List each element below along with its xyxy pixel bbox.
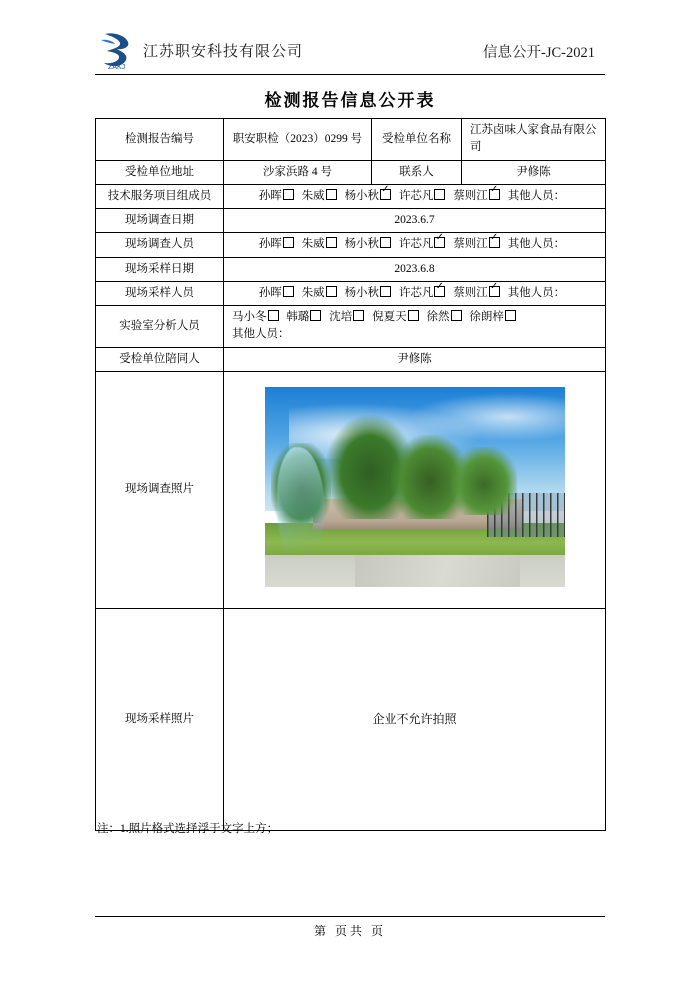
others-label: 其他人员： bbox=[507, 286, 566, 299]
checkbox-checked[interactable] bbox=[434, 286, 445, 297]
checkbox[interactable] bbox=[408, 310, 419, 321]
survey-photo-image bbox=[265, 387, 565, 587]
accompany-value: 尹修陈 bbox=[224, 347, 606, 371]
person-item: 杨小秋 bbox=[345, 287, 392, 299]
checkbox-checked[interactable] bbox=[489, 189, 500, 200]
sampling-staff-list bbox=[259, 287, 570, 299]
lab-staff-label: 实验室分析人员 bbox=[96, 306, 224, 348]
table-row bbox=[96, 257, 606, 281]
person-item: 沈培 bbox=[329, 311, 364, 323]
checkbox[interactable] bbox=[326, 237, 337, 248]
company-name: 江苏职安科技有限公司 bbox=[143, 44, 304, 60]
accompany-label: 受检单位陪同人 bbox=[96, 347, 224, 371]
checkbox[interactable] bbox=[326, 189, 337, 200]
sampling-photo-label: 现场采样照片 bbox=[96, 608, 224, 830]
survey-staff-label: 现场调查人员 bbox=[96, 233, 224, 257]
client-name-label: 受检单位名称 bbox=[372, 119, 462, 161]
person-item: 朱威 bbox=[302, 190, 337, 202]
checkbox[interactable] bbox=[283, 237, 294, 248]
table-row bbox=[96, 119, 606, 161]
table-row bbox=[96, 347, 606, 371]
survey-staff-cell bbox=[224, 233, 606, 257]
document-code: 信息公开-JC-2021 bbox=[483, 45, 595, 61]
table-row bbox=[96, 184, 606, 208]
team-members-list bbox=[259, 190, 570, 202]
others-label: 其他人员： bbox=[507, 189, 566, 202]
checkbox[interactable] bbox=[434, 189, 445, 200]
lab-staff-cell bbox=[224, 306, 606, 348]
checkbox[interactable] bbox=[283, 286, 294, 297]
company-logo-icon bbox=[95, 30, 141, 72]
checkbox-checked[interactable] bbox=[434, 237, 445, 248]
person-item: 韩璐 bbox=[286, 311, 321, 323]
person-item: 蔡则江 ✓ bbox=[453, 238, 500, 250]
checkbox[interactable] bbox=[268, 310, 279, 321]
person-item: 孙晖 bbox=[259, 238, 294, 250]
person-item: 蔡则江 ✓ bbox=[453, 287, 500, 299]
checkbox[interactable] bbox=[380, 286, 391, 297]
person-item: 倪夏天 bbox=[372, 311, 419, 323]
survey-photo-cell bbox=[224, 371, 606, 608]
report-no-value: 职安职检（2023）0299 号 bbox=[224, 119, 372, 161]
page-header bbox=[95, 28, 605, 76]
contact-label: 联系人 bbox=[372, 160, 462, 184]
svg-text:ZAKJ: ZAKJ bbox=[108, 64, 126, 71]
sampling-staff-label: 现场采样人员 bbox=[96, 281, 224, 305]
checkbox-checked[interactable] bbox=[380, 189, 391, 200]
header-divider bbox=[95, 74, 605, 75]
address-value: 沙家浜路 4 号 bbox=[224, 160, 372, 184]
team-members-cell bbox=[224, 184, 606, 208]
sampling-date-value: 2023.6.8 bbox=[224, 257, 606, 281]
checkbox[interactable] bbox=[326, 286, 337, 297]
person-item: 许芯凡 bbox=[399, 190, 446, 202]
contact-value: 尹修陈 bbox=[462, 160, 606, 184]
person-item: 杨小秋 bbox=[345, 238, 392, 250]
others-label: 其他人员： bbox=[507, 238, 566, 251]
survey-date-value: 2023.6.7 bbox=[224, 209, 606, 233]
table-row bbox=[96, 281, 606, 305]
sampling-date-label: 现场采样日期 bbox=[96, 257, 224, 281]
survey-photo-label: 现场调查照片 bbox=[96, 371, 224, 608]
checkbox-checked[interactable] bbox=[489, 237, 500, 248]
sampling-photo-text: 企业不允许拍照 bbox=[372, 711, 457, 726]
person-item: 孙晖 bbox=[259, 287, 294, 299]
team-label: 技术服务项目组成员 bbox=[96, 184, 224, 208]
person-item: 朱威 bbox=[302, 287, 337, 299]
sampling-photo-cell bbox=[224, 608, 606, 830]
table-row bbox=[96, 608, 606, 830]
person-item: 徐朗梓 bbox=[469, 311, 516, 323]
person-item: 徐然 bbox=[427, 311, 462, 323]
footnote: 注：1.照片格式选择浮于文字上方； bbox=[97, 823, 279, 835]
person-item: 许芯凡 ✓ bbox=[399, 238, 446, 250]
checkbox[interactable] bbox=[310, 310, 321, 321]
table-row bbox=[96, 306, 606, 348]
person-item: 许芯凡 ✓ bbox=[399, 287, 446, 299]
checkbox-checked[interactable] bbox=[489, 286, 500, 297]
person-item: 杨小秋 ✓ bbox=[345, 190, 392, 202]
checkbox[interactable] bbox=[380, 237, 391, 248]
person-item: 马小冬 bbox=[232, 311, 279, 323]
checkbox[interactable] bbox=[451, 310, 462, 321]
lab-staff-list bbox=[232, 311, 521, 323]
table-row bbox=[96, 371, 606, 608]
survey-staff-list bbox=[259, 238, 570, 250]
report-info-table bbox=[95, 118, 606, 831]
checkbox[interactable] bbox=[283, 189, 294, 200]
person-item: 朱威 bbox=[302, 238, 337, 250]
table-row bbox=[96, 209, 606, 233]
checkbox[interactable] bbox=[505, 310, 516, 321]
person-item: 蔡则江 ✓ bbox=[453, 190, 500, 202]
sampling-staff-cell bbox=[224, 281, 606, 305]
page-footer: 第 页共 页 bbox=[313, 924, 386, 938]
checkbox[interactable] bbox=[353, 310, 364, 321]
client-name-value: 江苏卤味人家食品有限公司 bbox=[462, 119, 606, 161]
person-item: 孙晖 bbox=[259, 190, 294, 202]
footer-divider bbox=[95, 916, 605, 917]
report-no-label: 检测报告编号 bbox=[96, 119, 224, 161]
table-row bbox=[96, 160, 606, 184]
others-label: 其他人员： bbox=[232, 328, 290, 341]
address-label: 受检单位地址 bbox=[96, 160, 224, 184]
table-row bbox=[96, 233, 606, 257]
survey-date-label: 现场调查日期 bbox=[96, 209, 224, 233]
page-title: 检测报告信息公开表 bbox=[264, 91, 436, 110]
